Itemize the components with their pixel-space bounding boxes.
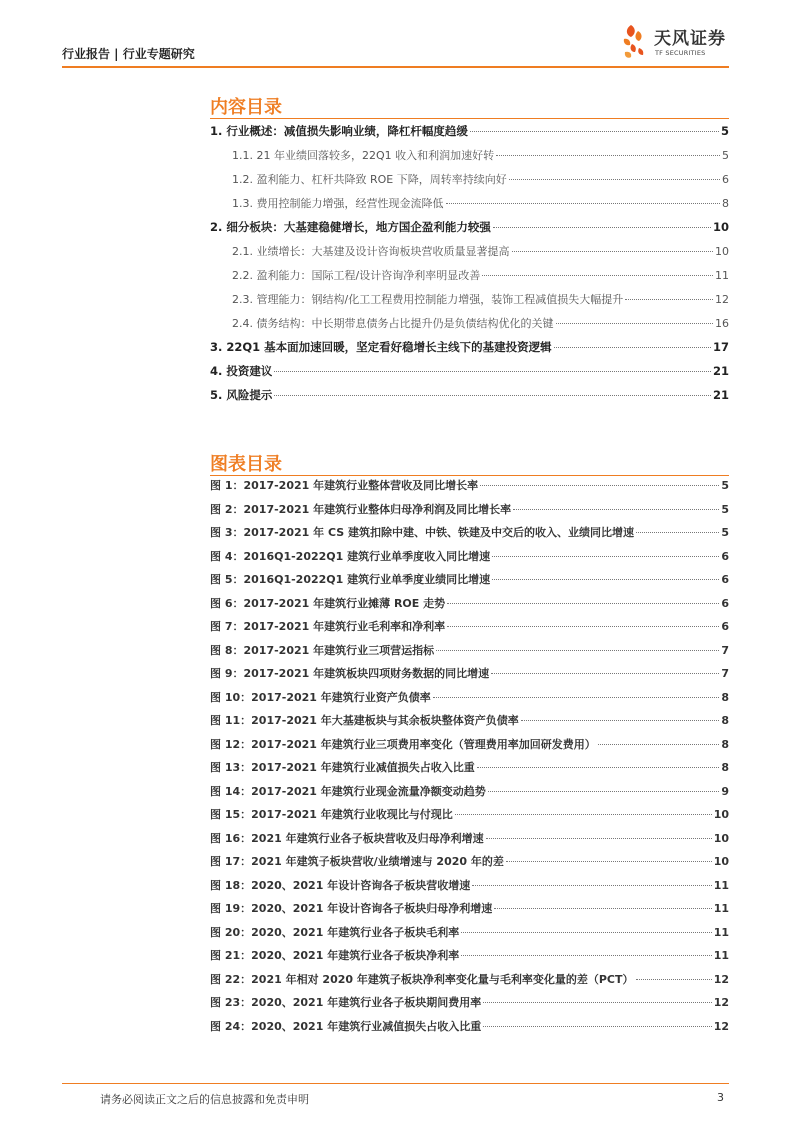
dot-leader: [509, 179, 720, 180]
toc-entry-page: 5: [720, 124, 729, 138]
dot-leader: [636, 979, 712, 980]
toc-entry-text: 1. 行业概述：减值损失影响业绩，降杠杆幅度趋缓: [210, 124, 468, 138]
figure-entry-page: 7: [721, 667, 729, 680]
toc-entry[interactable]: [210, 243, 729, 267]
dot-leader: [436, 650, 719, 651]
toc-entry-page: 5: [722, 149, 729, 162]
dot-leader: [494, 908, 711, 909]
figure-entry-page: 10: [713, 831, 729, 845]
figure-entry[interactable]: [210, 830, 729, 854]
figure-entry-page: 11: [713, 878, 729, 892]
figure-entry-text: 图 2：2017-2021 年建筑行业整体归母净利润及同比增长率: [210, 502, 512, 516]
dot-leader: [274, 395, 711, 396]
figure-entry[interactable]: [210, 924, 729, 948]
dot-leader: [480, 485, 719, 486]
figure-entry[interactable]: [210, 689, 729, 713]
dot-leader: [470, 131, 719, 132]
figure-entry-text: 图 6：2017-2021 年建筑行业摊薄 ROE 走势: [210, 596, 446, 610]
dot-leader: [483, 1026, 711, 1027]
figure-entry-text: 图 1：2017-2021 年建筑行业整体营收及同比增长率: [210, 479, 479, 492]
toc-entry-page: 16: [715, 317, 729, 330]
figure-entry[interactable]: [210, 595, 729, 619]
footer-divider: [62, 1083, 729, 1084]
toc-list: [210, 123, 729, 411]
toc-entry[interactable]: [210, 171, 729, 195]
figure-entry-text: 图 23：2020、2021 年建筑行业各子板块期间费用率: [210, 996, 482, 1009]
dot-leader: [513, 509, 719, 510]
figure-entry[interactable]: [210, 501, 729, 525]
figure-entry[interactable]: [210, 877, 729, 901]
company-logo: [622, 22, 732, 68]
dot-leader: [512, 251, 714, 252]
dot-leader: [446, 203, 721, 204]
figure-entry-text: 图 10：2017-2021 年建筑行业资产负债率: [210, 690, 431, 704]
toc-entry-text: 1.1. 21 年业绩回落较多，22Q1 收入和利润加速好转: [232, 149, 495, 162]
toc-entry[interactable]: [210, 387, 729, 411]
figure-entry[interactable]: [210, 853, 729, 877]
figure-entry[interactable]: [210, 618, 729, 642]
figure-entry-page: 6: [721, 620, 729, 633]
toc-entry-page: 10: [715, 245, 729, 258]
toc-entry[interactable]: [210, 195, 729, 219]
dot-leader: [598, 744, 720, 745]
figure-entry-text: 图 17：2021 年建筑子板块营收/业绩增速与 2020 年的差: [210, 855, 504, 868]
figures-title: 图表目录: [210, 454, 282, 475]
toc-entry[interactable]: [210, 147, 729, 171]
figure-entry[interactable]: [210, 947, 729, 971]
toc-entry-page: 11: [715, 269, 729, 282]
figure-entry-page: 8: [721, 737, 729, 751]
figure-entry[interactable]: [210, 806, 729, 830]
figure-entry-text: 图 11：2017-2021 年大基建板块与其余板块整体资产负债率: [210, 714, 519, 727]
toc-entry-page: 17: [712, 340, 729, 354]
figure-entry-text: 图 12：2017-2021 年建筑行业三项费用率变化（管理费用率加回研发费用）: [210, 737, 596, 751]
figure-entry-page: 10: [713, 808, 729, 821]
figure-entry-text: 图 19：2020、2021 年设计咨询各子板块归母净利增速: [210, 902, 493, 915]
figure-entry-text: 图 15：2017-2021 年建筑行业收现比与付现比: [210, 808, 453, 821]
toc-entry-page: 21: [712, 364, 729, 378]
toc-entry[interactable]: [210, 291, 729, 315]
figure-entry-text: 图 3：2017-2021 年 CS 建筑扣除中建、中铁、铁建及中交后的收入、业绩同比增速: [210, 526, 634, 539]
figure-entry[interactable]: [210, 524, 729, 548]
figure-entry-text: 图 20：2020、2021 年建筑行业各子板块毛利率: [210, 925, 460, 939]
toc-entry-text: 2. 细分板块：大基建稳健增长，地方国企盈利能力较强: [210, 220, 491, 234]
dot-leader: [455, 814, 712, 815]
toc-entry-text: 2.3. 管理能力：钢结构/化工工程费用控制能力增强，装饰工程减值损失大幅提升: [232, 293, 624, 306]
figure-entry-page: 5: [721, 502, 729, 516]
dot-leader: [625, 299, 713, 300]
dot-leader: [461, 932, 711, 933]
figure-entry-page: 6: [721, 596, 729, 610]
dot-leader: [488, 791, 720, 792]
dot-leader: [477, 767, 720, 768]
dot-leader: [556, 323, 714, 324]
figure-entry[interactable]: [210, 759, 729, 783]
dot-leader: [433, 697, 720, 698]
figures-list: [210, 477, 729, 1041]
toc-entry[interactable]: [210, 363, 729, 387]
figure-entry-page: 9: [721, 784, 729, 798]
header-divider: [62, 66, 729, 68]
figure-entry-text: 图 24：2020、2021 年建筑行业减值损失占收入比重: [210, 1019, 482, 1033]
figure-entry-page: 12: [713, 972, 729, 986]
toc-entry-text: 5. 风险提示: [210, 388, 273, 402]
figure-entry[interactable]: [210, 994, 729, 1018]
figure-entry[interactable]: [210, 642, 729, 666]
toc-entry-page: 6: [722, 173, 729, 186]
figure-entry[interactable]: [210, 477, 729, 501]
figure-entry[interactable]: [210, 571, 729, 595]
figure-entry-page: 8: [721, 714, 729, 727]
dot-leader: [483, 1002, 711, 1003]
figure-entry-text: 图 18：2020、2021 年设计咨询各子板块营收增速: [210, 878, 471, 892]
figure-entry-text: 图 22：2021 年相对 2020 年建筑子板块净利率变化量与毛利率变化量的差（PCT）: [210, 972, 634, 986]
figure-entry-text: 图 7：2017-2021 年建筑行业毛利率和净利率: [210, 620, 446, 633]
figure-entry-page: 6: [721, 549, 729, 563]
toc-entry-page: 8: [722, 197, 729, 210]
toc-entry-text: 1.2. 盈利能力、杠杆共降致 ROE 下降，周转率持续向好: [232, 173, 507, 186]
figure-entry-page: 8: [721, 690, 729, 704]
dot-leader: [447, 603, 719, 604]
toc-title: 内容目录: [210, 97, 282, 118]
dot-leader: [486, 838, 712, 839]
toc-entry-text: 4. 投资建议: [210, 364, 273, 378]
dot-leader: [493, 227, 711, 228]
figure-entry-page: 7: [721, 643, 729, 657]
figure-entry-text: 图 21：2020、2021 年建筑行业各子板块净利率: [210, 949, 460, 962]
dot-leader: [521, 720, 720, 721]
toc-title-divider: [210, 118, 729, 119]
toc-entry[interactable]: [210, 315, 729, 339]
logo-chinese-name: 天风证券: [654, 29, 726, 49]
toc-entry-text: 2.1. 业绩增长：大基建及设计咨询板块营收质量显著提高: [232, 245, 510, 258]
figure-entry[interactable]: [210, 971, 729, 995]
dot-leader: [554, 347, 711, 348]
dot-leader: [274, 371, 711, 372]
dot-leader: [492, 579, 719, 580]
dot-leader: [472, 885, 711, 886]
toc-entry[interactable]: [210, 267, 729, 291]
toc-entry-page: 21: [712, 388, 729, 402]
figure-entry[interactable]: [210, 900, 729, 924]
footer-disclaimer[interactable]: 请务必阅读正文之后的信息披露和免责申明: [100, 1093, 309, 1106]
header-label: 行业报告 | 行业专题研究: [62, 47, 195, 61]
dot-leader: [461, 955, 711, 956]
dot-leader: [491, 673, 719, 674]
logo-english-name: TF SECURITIES: [655, 49, 706, 57]
dot-leader: [492, 556, 719, 557]
figure-entry-page: 10: [713, 855, 729, 868]
dot-leader: [506, 861, 712, 862]
figure-entry-text: 图 5：2016Q1-2022Q1 建筑行业单季度业绩同比增速: [210, 573, 491, 586]
toc-entry[interactable]: [210, 123, 729, 147]
figure-entry-text: 图 13：2017-2021 年建筑行业减值损失占收入比重: [210, 761, 475, 774]
toc-entry[interactable]: [210, 219, 729, 243]
toc-entry-text: 2.2. 盈利能力：国际工程/设计咨询净利率明显改善: [232, 269, 481, 282]
page-number: 3: [717, 1091, 724, 1104]
toc-entry-page: 10: [712, 220, 729, 234]
figure-entry[interactable]: [210, 783, 729, 807]
figures-title-divider: [210, 475, 729, 476]
figure-entry-page: 12: [713, 1019, 729, 1033]
toc-entry-text: 1.3. 费用控制能力增强，经营性现金流降低: [232, 197, 444, 210]
figure-entry-text: 图 4：2016Q1-2022Q1 建筑行业单季度收入同比增速: [210, 549, 491, 563]
figure-entry[interactable]: [210, 736, 729, 760]
dot-leader: [496, 155, 720, 156]
figure-entry-page: 5: [721, 526, 729, 539]
figure-entry-page: 11: [713, 949, 729, 962]
figure-entry-page: 6: [721, 573, 729, 586]
figure-entry[interactable]: [210, 712, 729, 736]
figure-entry-text: 图 14：2017-2021 年建筑行业现金流量净额变动趋势: [210, 784, 486, 798]
figure-entry[interactable]: [210, 1018, 729, 1042]
toc-entry-page: 12: [715, 293, 729, 306]
dot-leader: [636, 532, 719, 533]
figure-entry-page: 11: [713, 925, 729, 939]
figure-entry-text: 图 9：2017-2021 年建筑板块四项财务数据的同比增速: [210, 667, 490, 680]
figure-entry-page: 12: [713, 996, 729, 1009]
figure-entry-page: 11: [713, 902, 729, 915]
dot-leader: [447, 626, 719, 627]
dot-leader: [482, 275, 713, 276]
figure-entry[interactable]: [210, 548, 729, 572]
toc-entry[interactable]: [210, 339, 729, 363]
toc-entry-text: 3. 22Q1 基本面加速回暖，坚定看好稳增长主线下的基建投资逻辑: [210, 340, 552, 354]
figure-entry-text: 图 8：2017-2021 年建筑行业三项营运指标: [210, 643, 435, 657]
logo-mark-icon: [622, 22, 652, 68]
figure-entry[interactable]: [210, 665, 729, 689]
toc-entry-text: 2.4. 债务结构：中长期带息债务占比提升仍是负债结构优化的关键: [232, 317, 554, 330]
figure-entry-page: 5: [721, 479, 729, 492]
figure-entry-page: 8: [721, 761, 729, 774]
figure-entry-text: 图 16：2021 年建筑行业各子板块营收及归母净利增速: [210, 831, 484, 845]
